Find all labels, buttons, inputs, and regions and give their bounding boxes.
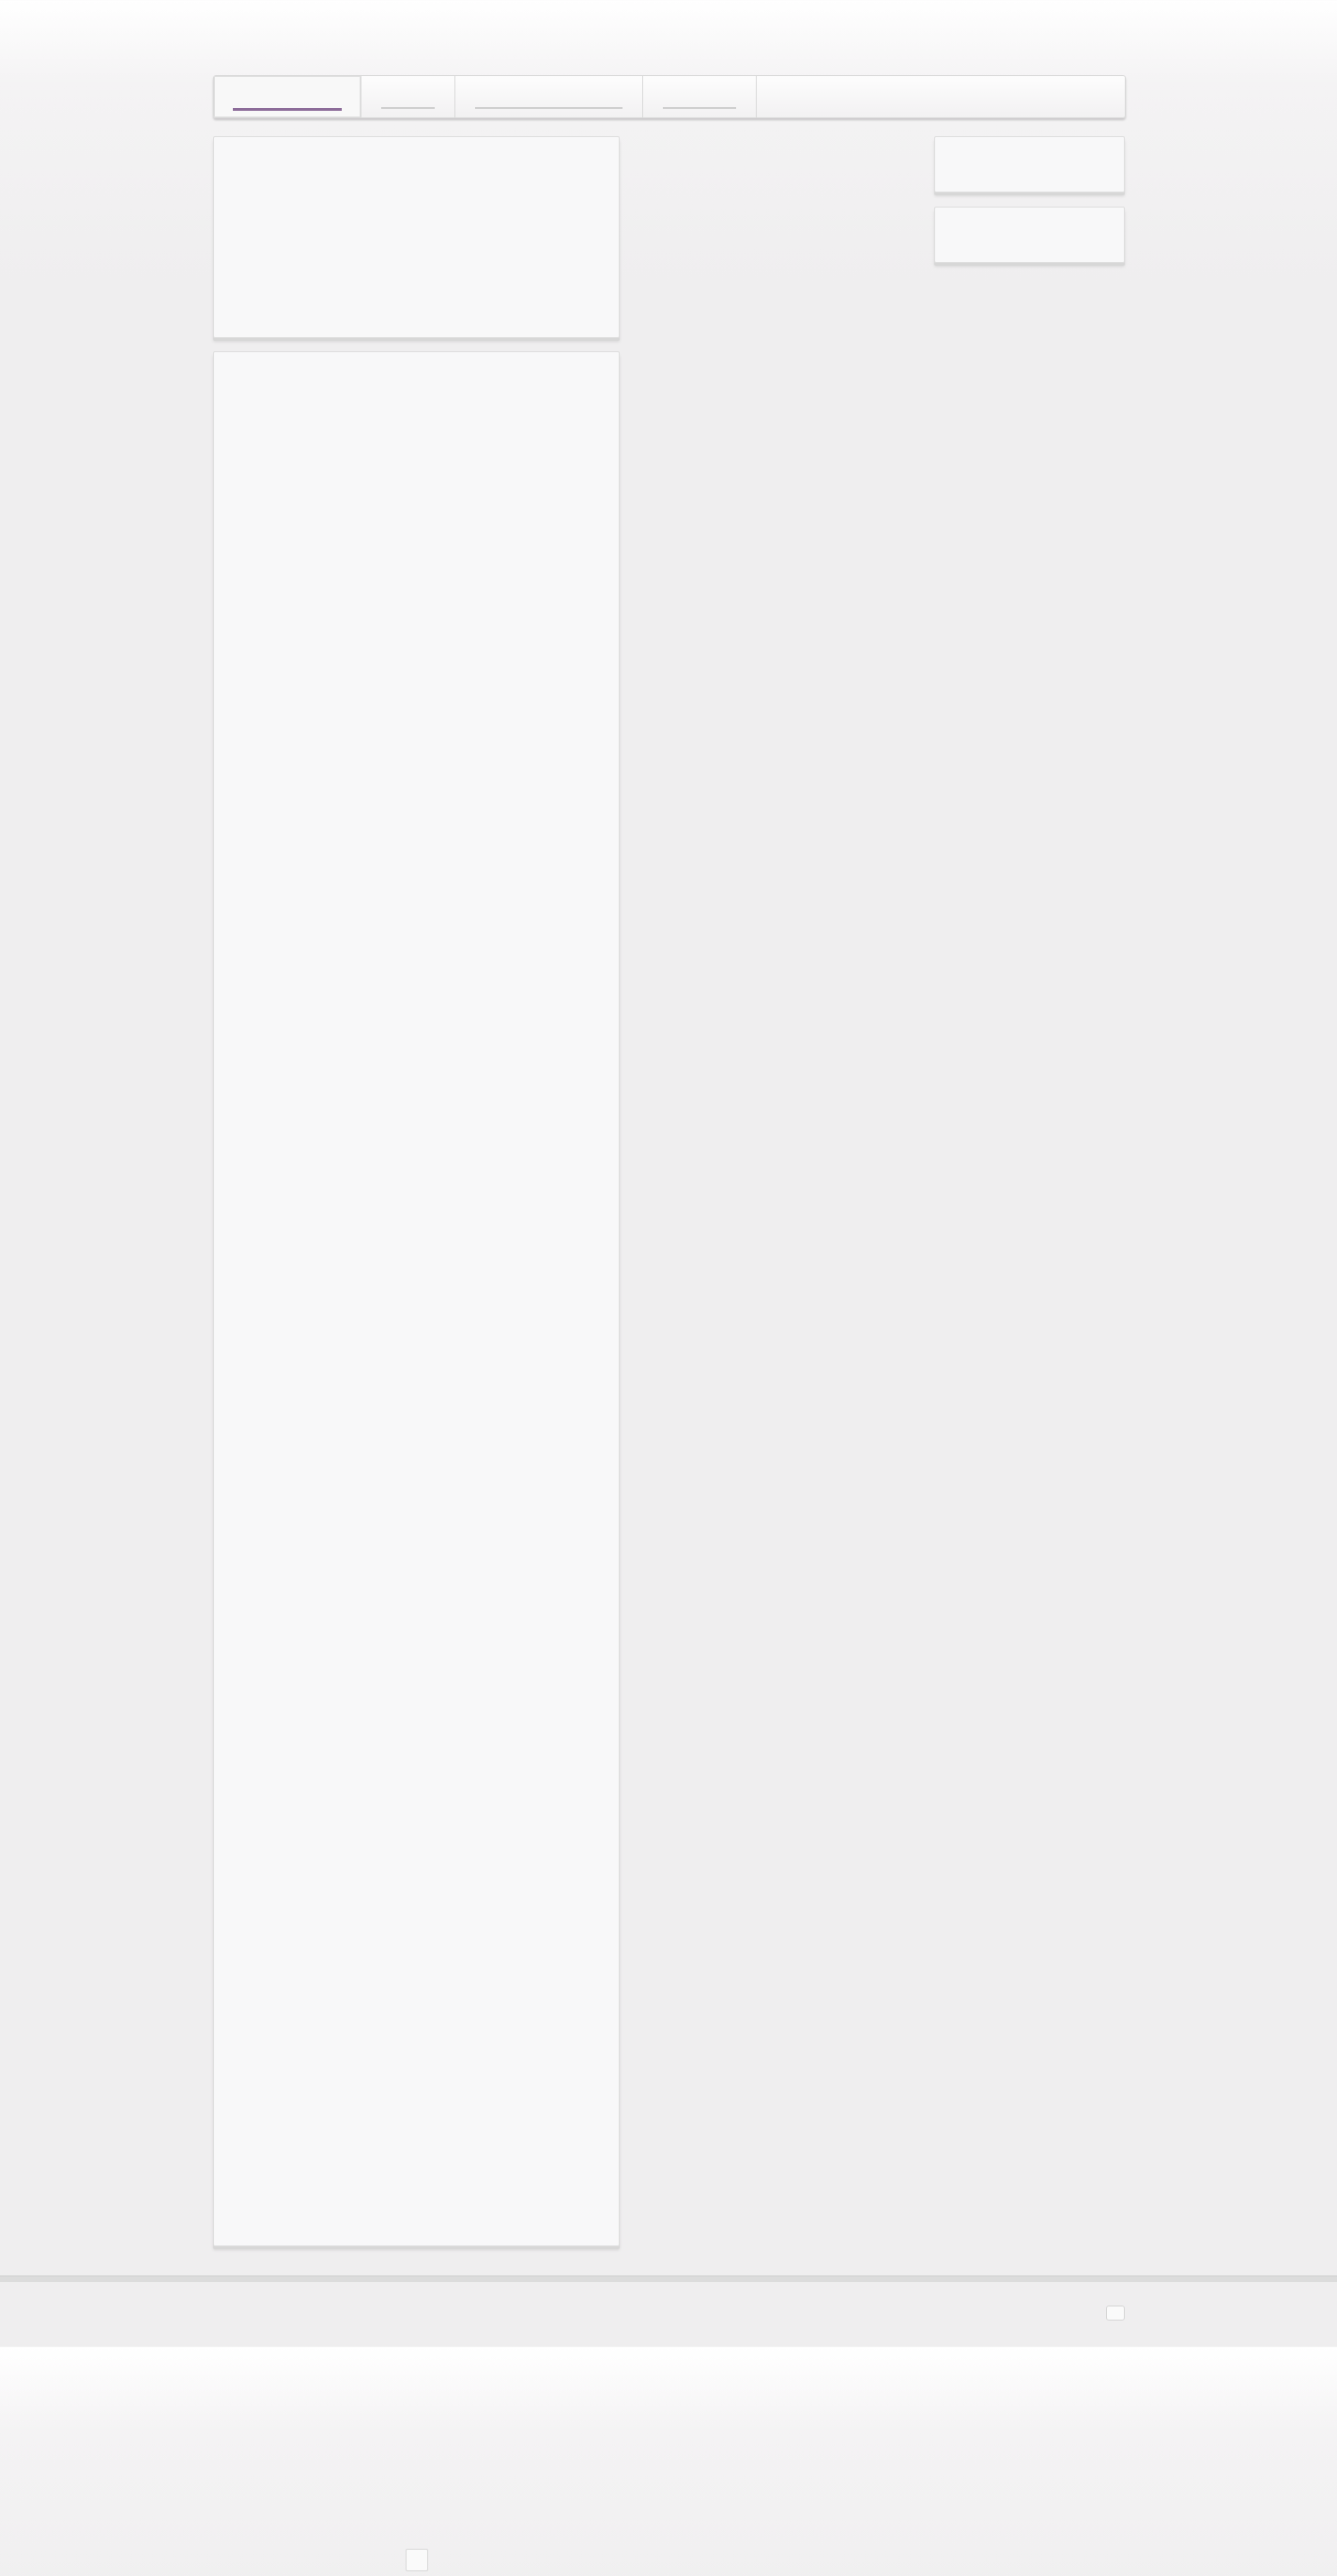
footer-divider (0, 2275, 1337, 2282)
pagination-last-button[interactable] (406, 2549, 428, 2571)
menu-item-home[interactable] (214, 76, 361, 117)
menu-item-privacy[interactable] (455, 76, 643, 117)
main-menu (213, 75, 1126, 118)
pagination-last-row (214, 2549, 619, 2576)
right-empty-box-2 (934, 207, 1125, 263)
menu-item-contact[interactable] (361, 76, 455, 117)
menu-item-privacy-underline (475, 107, 622, 109)
intro-box (213, 136, 620, 338)
menu-item-home-underline (233, 108, 342, 111)
menu-item-disclaimer-underline (663, 107, 736, 109)
poems-box (213, 351, 620, 2246)
right-empty-box-1 (934, 136, 1125, 193)
menu-item-disclaimer[interactable] (643, 76, 757, 117)
menu-item-contact-underline (381, 107, 435, 109)
scroll-to-top-icon[interactable] (1106, 2306, 1125, 2321)
